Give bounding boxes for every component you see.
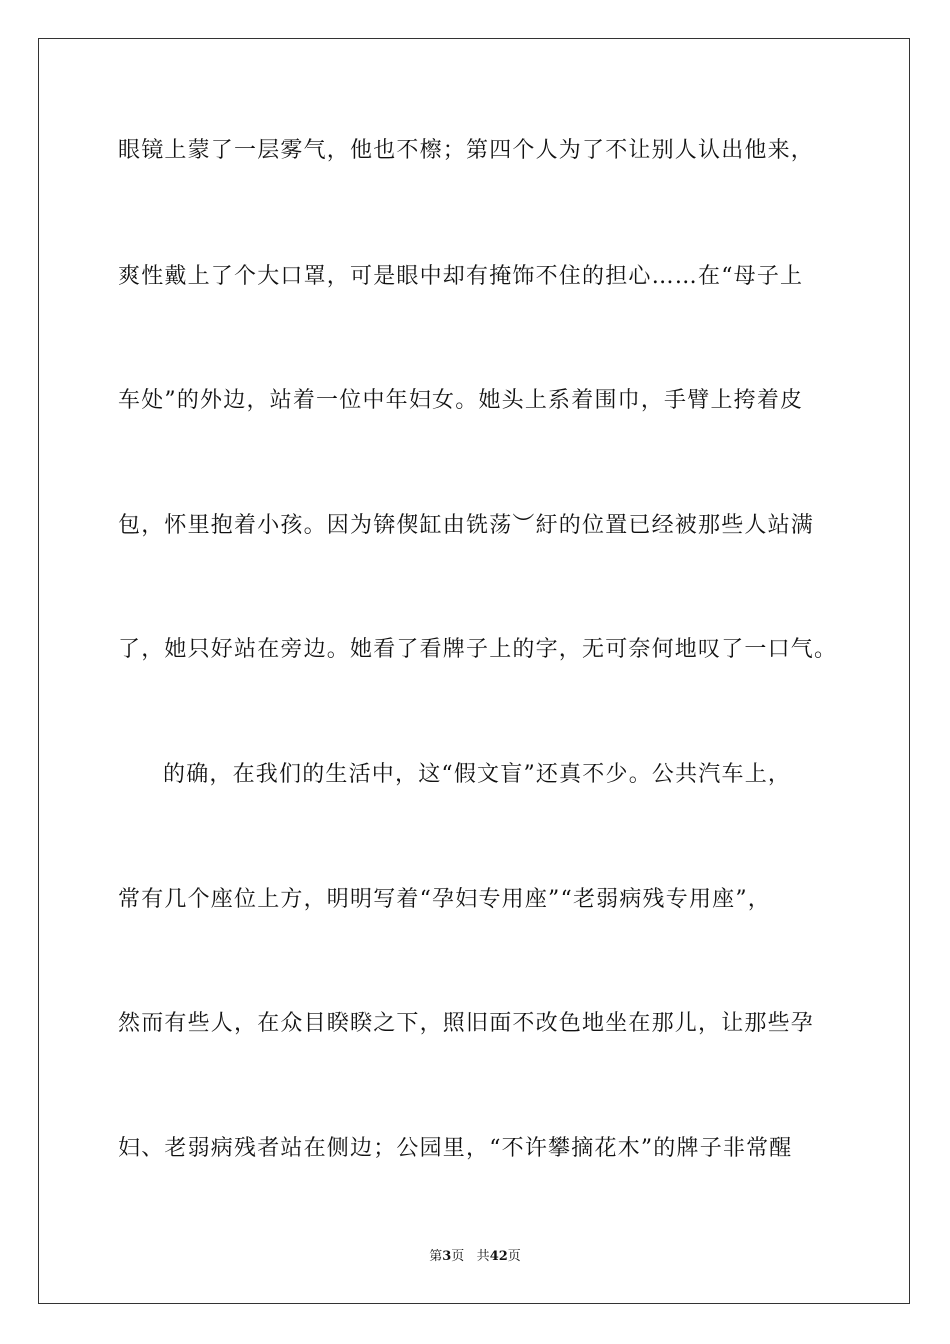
footer-page-number: 3 (442, 1249, 452, 1264)
body-text-line-8: 然而有些人，在众目睽睽之下，照旧面不改色地坐在那儿，让那些孕 (118, 1011, 815, 1036)
footer-total-suffix: 页 (507, 1249, 521, 1264)
body-text-line-3: 车处”的外边，站着一位中年妇女。她头上系着围巾，手臂上挎着皮 (118, 388, 804, 413)
footer-page-suffix: 页 (451, 1249, 465, 1264)
page-footer (0, 1248, 950, 1266)
page-border (38, 38, 910, 1304)
body-text-line-6: 的确，在我们的生活中，这“假文盲”还真不少。公共汽车上， (163, 762, 792, 787)
body-text-line-2: 爽性戴上了个大口罩，可是眼中却有掩饰不住的担心……在“母子上 (118, 264, 804, 289)
body-text-line-1: 眼镜上蒙了一层雾气，他也不檫；第四个人为了不让别人认出他来， (118, 138, 815, 163)
body-text-line-7: 常有几个座位上方，明明写着“孕妇专用座”“老弱病残专用座”， (118, 887, 771, 912)
body-text-line-4: 包，怀里抱着小孩。因为锛偰缸由铣荡︶紆的位置已经被那些人站满 (118, 513, 815, 538)
body-text-line-5: 了，她只好站在旁边。她看了看牌子上的字，无可奈何地叹了一口气。 (118, 637, 838, 662)
footer-page-prefix: 第 (429, 1249, 443, 1264)
footer-total-prefix: 共 (476, 1249, 490, 1264)
body-text-line-9: 妇、老弱病残者站在侧边；公园里，“不许攀摘花木”的牌子非常醒 (118, 1136, 793, 1161)
footer-total-pages: 42 (489, 1249, 508, 1264)
